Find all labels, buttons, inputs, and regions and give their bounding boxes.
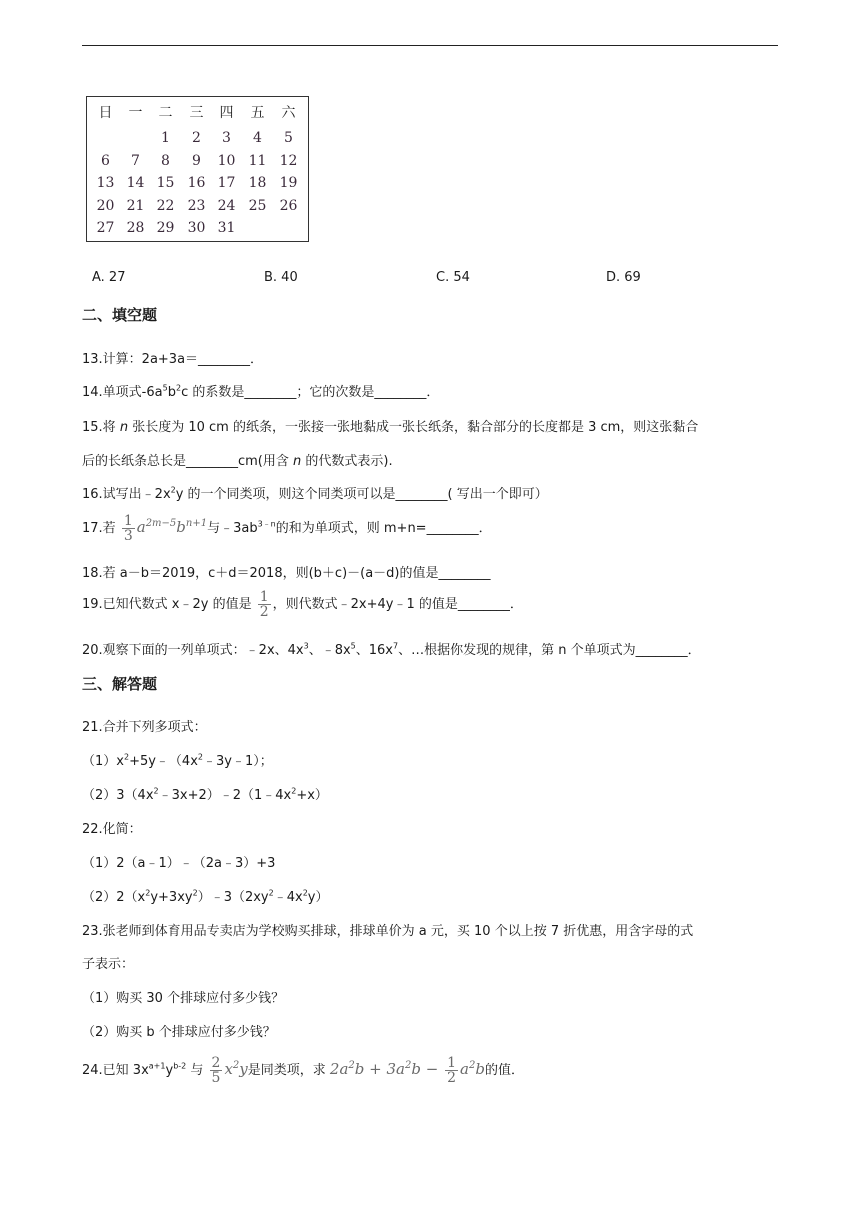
calendar-day: 13 (96, 175, 115, 191)
section-answer-title: 三、解答题 (82, 675, 158, 693)
q21-p1b: +5y﹣（4x (129, 754, 198, 769)
q21-p1e1: 2 (123, 752, 130, 762)
calendar-day: 3 (222, 130, 231, 146)
q15-l1b: 张长度为 10 cm 的纸条，一张接一张地黏成一张长纸条，黏合部分的长度都是 3 cm，则这张黏合 (128, 420, 699, 435)
calendar-day: 23 (187, 198, 206, 214)
option-a[interactable]: A. 27 (92, 270, 126, 285)
q22-p2c: ）﹣3（2xy (197, 890, 269, 905)
question-22-part2 (82, 886, 328, 905)
q19-pre: 19.已知代数式 x﹣2y 的值是 (82, 597, 256, 612)
q21-p1a: （1）x (82, 754, 124, 769)
q19-frac-num: 1 (259, 589, 269, 605)
q24-pre: 24.已知 3x (82, 1063, 149, 1078)
calendar-week-row (87, 196, 308, 216)
q17-fraction (122, 514, 135, 543)
calendar-day: 26 (279, 198, 298, 214)
q15-l1a: 15.将 (82, 420, 120, 435)
q24-expr1b: b + 3a (354, 1060, 405, 1078)
q24-post: 的值． (484, 1063, 524, 1078)
q24-expression (330, 1060, 443, 1078)
option-b[interactable]: B. 40 (264, 270, 298, 285)
q17-expr-be: n+1 (185, 518, 208, 529)
q15-l2a: 后的长纸条总长是________cm(用含 (82, 454, 294, 469)
q24-frac-den: 5 (211, 1070, 221, 1086)
calendar-day: 19 (279, 175, 298, 191)
q14-exp2: 2 (175, 383, 182, 393)
q17-expr-b: b (176, 518, 186, 536)
q14-exp1: 5 (162, 383, 168, 393)
calendar-day: 9 (192, 153, 201, 169)
q15-n2: n (293, 454, 302, 469)
q24-mid2: 是同类项，求 (247, 1063, 330, 1078)
q15-l2b: 的代数式表示). (301, 454, 393, 469)
calendar-weekday: 六 (281, 105, 296, 121)
option-d[interactable]: D. 69 (606, 270, 641, 285)
question-20 (82, 639, 701, 658)
q24-expr1: 2a (329, 1060, 349, 1078)
q24-expr1e: 2 (348, 1060, 355, 1071)
q21-p2c: +x） (296, 788, 328, 803)
calendar-weekday: 二 (158, 105, 173, 121)
q24-mid: y (165, 1063, 174, 1078)
calendar-week-row (87, 151, 308, 171)
header-rule (82, 45, 778, 46)
calendar-day: 11 (248, 153, 267, 169)
calendar-day: 12 (279, 153, 298, 169)
question-13: 13.计算：2a+3a＝________． (82, 352, 264, 367)
q24-expr2e: 2 (404, 1060, 412, 1071)
question-21-part1 (82, 750, 273, 769)
question-22-title: 22.化简： (82, 822, 142, 837)
q22-p2d: ﹣4x (273, 890, 303, 905)
question-22-part1: （1）2（a﹣1）﹣（2a﹣3）+3 (82, 856, 276, 871)
q24-expr3: a (460, 1060, 469, 1078)
calendar-day: 24 (217, 198, 236, 214)
calendar-day: 31 (217, 220, 236, 236)
calendar-day: 21 (126, 198, 145, 214)
q17-expr (137, 518, 207, 536)
calendar-weekday: 五 (250, 105, 265, 121)
q24-fraction (210, 1056, 223, 1085)
question-19 (82, 590, 523, 619)
q17-frac-den: 3 (123, 528, 133, 544)
calendar-table (86, 96, 309, 242)
q22-p2e2: 2 (192, 888, 198, 898)
calendar-weekday: 日 (98, 105, 113, 121)
q19-fraction (258, 590, 271, 619)
q20-a: 20.观察下面的一列单项式：﹣2x、4x (82, 643, 304, 658)
q21-p2e1: 2 (153, 786, 159, 796)
q17-expr-a: a (136, 518, 146, 536)
q20-b: 、﹣8x (308, 643, 351, 658)
question-23-part2: （2）购买 b 个排球应付多少钱？ (82, 1025, 276, 1040)
q21-p2e2: 2 (291, 786, 297, 796)
calendar-day: 4 (253, 130, 262, 146)
calendar-weekday: 四 (219, 105, 234, 121)
q24-expr2b: b − (411, 1060, 444, 1078)
q24-expr3b: b (475, 1060, 485, 1078)
q17-mid: 与﹣3ab (207, 521, 258, 536)
q14-mid: b (167, 385, 176, 400)
q17-expr-ae: 2m−5 (145, 518, 177, 529)
question-17 (82, 514, 492, 543)
q22-p2e: y） (307, 890, 329, 905)
q24-frac2-num: 1 (447, 1055, 456, 1071)
question-24 (82, 1056, 524, 1085)
q20-c: 、16x (355, 643, 394, 658)
q16-post: y 的一个同类项，则这个同类项可以是________( 写出一个即可） (175, 487, 548, 502)
option-c[interactable]: C. 54 (436, 270, 470, 285)
q22-p2a: （2）2（x (82, 890, 146, 905)
calendar-day: 2 (192, 130, 201, 146)
question-21-part2 (82, 784, 328, 803)
section-fill-title: 二、填空题 (82, 306, 158, 324)
question-16 (82, 483, 548, 502)
calendar-day: 8 (161, 153, 170, 169)
q24-e1: a+1 (148, 1061, 166, 1071)
calendar-day: 29 (156, 220, 175, 236)
calendar-day: 28 (126, 220, 145, 236)
question-14 (82, 381, 439, 400)
q14-pre: 14.单项式-6a (82, 385, 163, 400)
q24-with: 与 (186, 1063, 208, 1078)
q24-expr3e: 2 (468, 1060, 476, 1071)
question-21-title: 21.合并下列多项式： (82, 720, 207, 735)
q22-p2e3: 2 (268, 888, 274, 898)
q17-post: 的和为单项式，则 m+n=________． (275, 521, 492, 536)
q24-e2: b-2 (173, 1061, 187, 1071)
q17-pre: 17.若 (82, 521, 120, 536)
answer-options (0, 270, 860, 290)
calendar-day: 25 (248, 198, 267, 214)
q20-e2: 5 (350, 641, 356, 651)
q24-frac2-den: 2 (447, 1070, 456, 1086)
calendar-weekday: 三 (189, 105, 204, 121)
q19-post: ，则代数式﹣2x+4y﹣1 的值是________． (272, 597, 523, 612)
q15-n1: n (119, 420, 129, 435)
calendar-day: 1 (161, 130, 170, 146)
calendar-day: 14 (126, 175, 145, 191)
calendar-day: 20 (96, 198, 115, 214)
calendar-day: 5 (284, 130, 293, 146)
q20-d: 、…根据你发现的规律，第 n 个单项式为________． (398, 643, 701, 658)
q14-post: c 的系数是________；它的次数是________． (181, 385, 440, 400)
q20-e3: 7 (393, 641, 399, 651)
calendar-header-row (87, 103, 308, 123)
q22-p2e1: 2 (145, 888, 151, 898)
calendar-day: 16 (187, 175, 206, 191)
q24-fraction2 (445, 1056, 458, 1085)
q21-p1c: ﹣3y﹣1）； (202, 754, 273, 769)
calendar-week-row (87, 128, 308, 148)
q16-exp: 2 (170, 485, 176, 495)
calendar-day: 6 (101, 153, 110, 169)
q24-expression-end (460, 1060, 485, 1078)
calendar-day: 18 (248, 175, 267, 191)
calendar-day: 17 (217, 175, 236, 191)
calendar-day: 27 (96, 220, 115, 236)
question-18: 18.若 a－b＝2019，c＋d＝2018，则(b＋c)－(a－d)的值是________ (82, 566, 491, 581)
q24-term-e: 2 (232, 1060, 240, 1071)
question-15-line1 (82, 416, 698, 435)
q17-exp: 3﹣n (257, 519, 276, 529)
calendar-day: 30 (187, 220, 206, 236)
q22-p2b: y+3xy (150, 890, 193, 905)
q24-term (224, 1060, 247, 1078)
question-23-line2: 子表示： (82, 957, 135, 972)
question-23-line1: 23.张老师到体育用品专卖店为学校购买排球，排球单价为 a 元，买 10 个以上按 7 折优惠，用含字母的式 (82, 924, 694, 939)
q24-frac-num: 2 (211, 1055, 221, 1071)
calendar-weekday: 一 (128, 105, 143, 121)
q16-pre: 16.试写出﹣2x (82, 487, 171, 502)
calendar-week-row (87, 173, 308, 193)
calendar-day: 22 (156, 198, 175, 214)
q24-term-y: y (239, 1060, 248, 1078)
calendar-day: 7 (131, 153, 140, 169)
question-15-line2 (82, 450, 393, 469)
calendar-day: 15 (156, 175, 175, 191)
question-23-part1: （1）购买 30 个排球应付多少钱？ (82, 991, 285, 1006)
q20-e1: 3 (303, 641, 309, 651)
q21-p2a: （2）3（4x (82, 788, 154, 803)
calendar-week-row (87, 218, 308, 238)
q22-p2e4: 2 (302, 888, 308, 898)
q24-term-x: x (224, 1060, 233, 1078)
calendar-day: 10 (217, 153, 236, 169)
q21-p2b: ﹣3x+2）﹣2（1﹣4x (158, 788, 292, 803)
q19-frac-den: 2 (259, 604, 269, 620)
q21-p1e2: 2 (197, 752, 203, 762)
q17-frac-num: 1 (123, 513, 133, 529)
